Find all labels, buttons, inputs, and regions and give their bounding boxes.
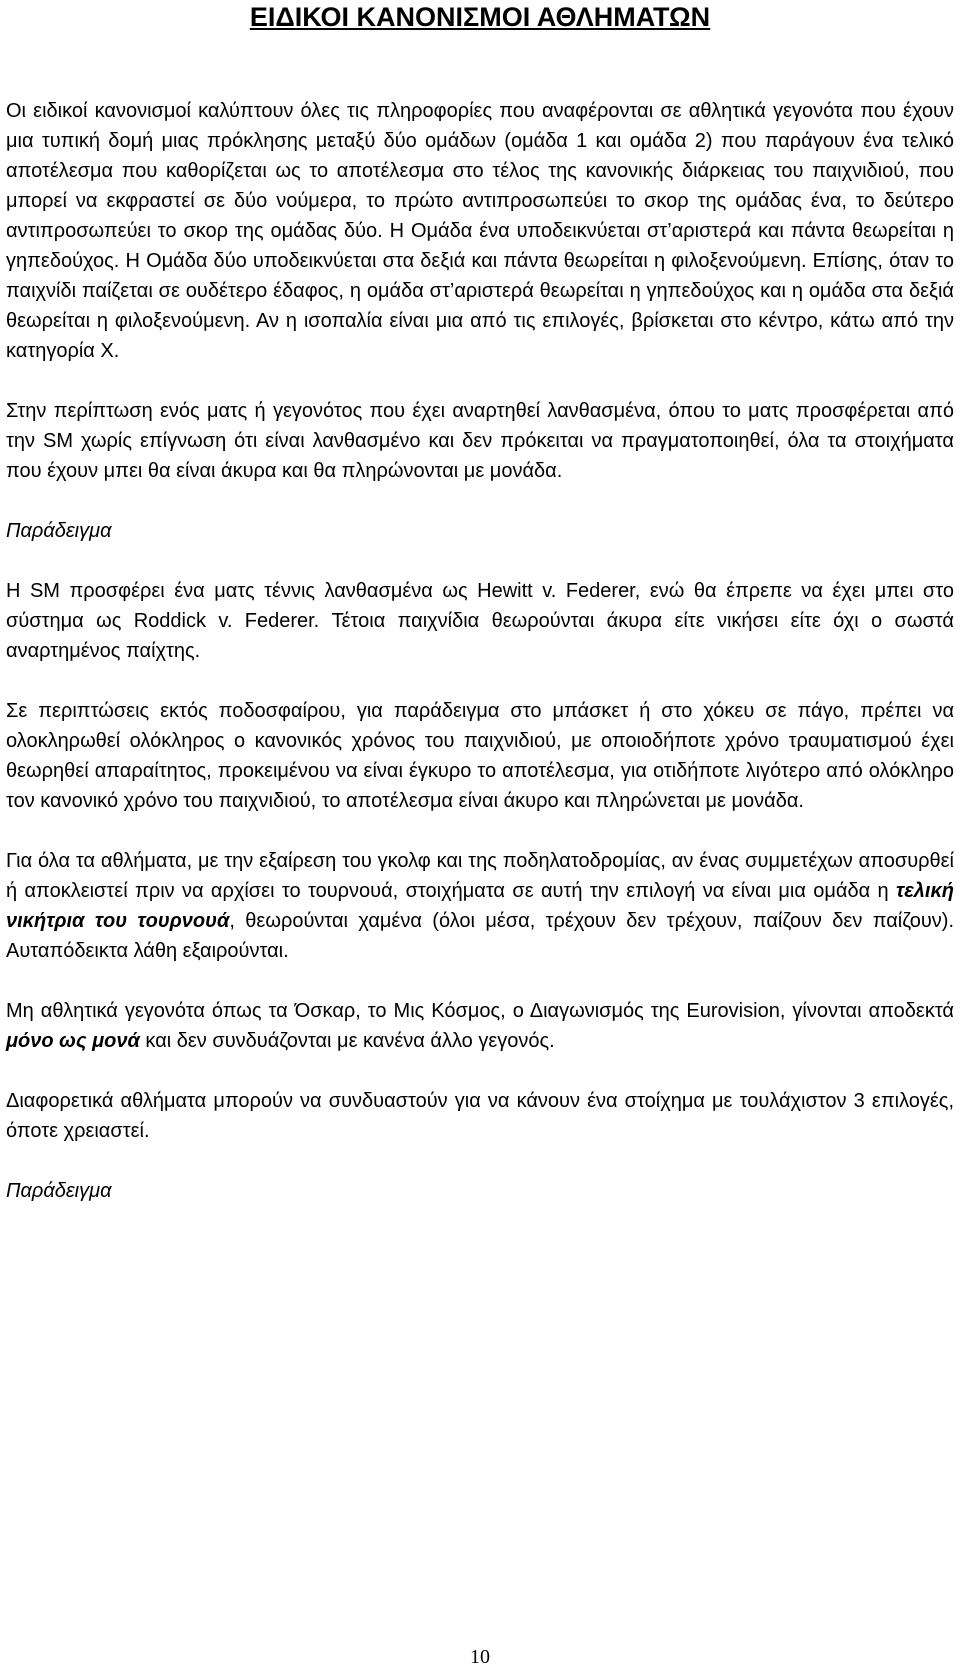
paragraph-tennis-example: Η SM προσφέρει ένα ματς τέννις λανθασμένα ως Hewitt v. Federer, ενώ θα έπρεπε να έχει μπει στο σύστημα ως Roddick v. Federer. Τέτοια παιχνίδια θεωρούνται άκυρα είτε νικήσει είτε όχι ο σωστά αναρτημένος παίχτης. bbox=[6, 580, 954, 662]
non-sport-text-before: Μη αθλητικά γεγονότα όπως τα Όσκαρ, το Μις Κόσμος, ο Διαγωνισμός της Eurovision, γίνονται αποδεκτά bbox=[6, 1000, 954, 1022]
paragraph-wrongly-posted-match: Στην περίπτωση ενός ματς ή γεγονότος που έχει αναρτηθεί λανθασμένα, όπου το ματς προσφέρεται από την SM χωρίς επίγνωση ότι είναι λανθασμένο και δεν πρόκειται να πραγματοποιηθεί, όλα τα στοιχήματα που έχουν μπει θα είναι άκυρα και θα πληρώνονται με μονάδα. bbox=[6, 400, 954, 482]
withdrawal-text-before: Για όλα τα αθλήματα, με την εξαίρεση του γκολφ και της ποδηλατοδρομίας, αν ένας συμμετέχων αποσυρθεί ή αποκλειστεί πριν να αρχίσει το τουρνουά, στοιχήματα σε αυτή την επιλογή να είναι μια ομάδα η bbox=[6, 850, 954, 902]
withdrawal-text-after: , θεωρούνται χαμένα (όλοι μέσα, τρέχουν δεν τρέχουν, παίζουν δεν παίζουν). Αυταπόδεικτα λάθη εξαιρούνται. bbox=[6, 910, 954, 962]
example-heading: Παράδειγμα bbox=[6, 520, 112, 542]
non-sport-emphasis: μόνο ως μονά bbox=[6, 1030, 140, 1052]
paragraph-other-sports-full-time: Σε περιπτώσεις εκτός ποδοσφαίρου, για παράδειγμα στο μπάσκετ ή στο χόκευ σε πάγο, πρέπει να ολοκληρωθεί ολόκληρος ο κανονικός χρόνος του παιχνιδιού, με οποιοδήποτε χρόνο τραυματισμού έχει θεωρηθεί απαραίτητος, προκειμένου να είναι έγκυρο το αποτέλεσμα, για οτιδήποτε λιγότερο από ολόκληρο τον κανονικό χρόνο του παιχνιδιού, το αποτέλεσμα είναι άκυρο και πληρώνεται με μονάδα. bbox=[6, 700, 954, 812]
document-body bbox=[6, 96, 954, 1236]
page-number: 10 bbox=[470, 1646, 490, 1668]
paragraph-withdrawal-rule bbox=[6, 846, 954, 966]
page-title: ΕΙΔΙΚΟΙ ΚΑΝΟΝΙΣΜΟΙ ΑΘΛΗΜΑΤΩΝ bbox=[249, 2, 711, 32]
paragraph-special-rules-intro: Οι ειδικοί κανονισμοί καλύπτουν όλες τις πληροφορίες που αναφέρονται σε αθλητικά γεγονότα που έχουν μια τυπική δομή μιας πρόκλησης μεταξύ δύο ομάδων (ομάδα 1 και ομάδα 2) που παράγουν ένα τελικό αποτέλεσμα που καθορίζεται ως το αποτέλεσμα στο τέλος της κανονικής διάρκειας του παιχνιδιού, που μπορεί να εκφραστεί σε δύο νούμερα, το πρώτο αντιπροσωπεύει το σκορ της ομάδας ένα, το δεύτερο αντιπροσωπεύει το σκορ της ομάδας δύο. Η Ομάδα ένα υποδεικνύεται στ’αριστερά και πάντα θεωρείται η γηπεδούχος. Η Ομάδα δύο υποδεικνύεται στα δεξιά και πάντα θεωρείται η φιλοξενούμενη. Επίσης, όταν το παιχνίδι παίζεται σε ουδέτερο έδαφος, η ομάδα στ’αριστερά θεωρείται η γηπεδούχος και η ομάδα στα δεξιά θεωρείται η φιλοξενούμενη. Αν η ισοπαλία είναι μια από τις επιλογές, βρίσκεται στο κέντρο, κάτω από την κατηγορία Χ. bbox=[6, 100, 954, 362]
non-sport-text-after: και δεν συνδυάζονται με κανένα άλλο γεγονός. bbox=[139, 1030, 555, 1052]
paragraph-non-sport-events bbox=[6, 996, 954, 1056]
example-heading-second: Παράδειγμα bbox=[6, 1180, 112, 1202]
document-page bbox=[6, 0, 954, 1678]
withdrawal-emphasis: τελική νικήτρια του τουρνουά bbox=[6, 880, 954, 932]
paragraph-combined-sports: Διαφορετικά αθλήματα μπορούν να συνδυαστούν για να κάνουν ένα στοίχημα με τουλάχιστον 3 επιλογές, όποτε χρειαστεί. bbox=[6, 1090, 954, 1142]
